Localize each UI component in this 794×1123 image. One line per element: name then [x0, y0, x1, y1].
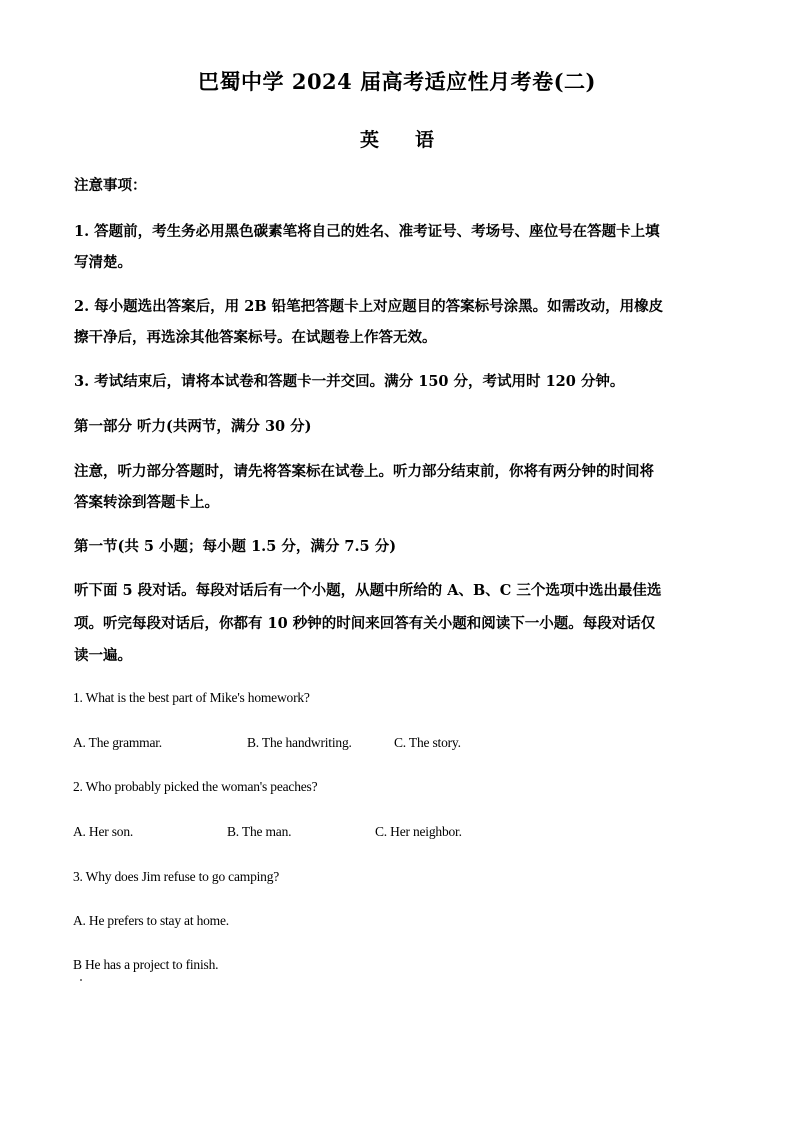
notice-heading: 注意事项： [74, 177, 147, 194]
question-2-option-b: B. The man. [227, 824, 292, 839]
question-1-option-a: A. The grammar. [73, 735, 162, 750]
question-1-option-c: C. The story. [394, 735, 461, 750]
part-1-heading: 第一部分 听力(共两节，满分 30 分) [74, 418, 312, 435]
notice-item-1-line-2: 写清楚。 [74, 254, 132, 271]
question-3-option-a: A. He prefers to stay at home. [73, 913, 229, 928]
question-1: 1. What is the best part of Mike's homework? [73, 690, 310, 705]
exam-title: 巴蜀中学 2024 届高考适应性月考卷(二) [198, 69, 596, 94]
notice-item-3: 3. 考试结束后，请将本试卷和答题卡一并交回。满分 150 分，考试用时 120 分钟。 [74, 373, 625, 390]
part-1-note-line-1: 注意，听力部分答题时，请先将答案标在试卷上。听力部分结束前，你将有两分钟的时间将 [74, 463, 654, 480]
question-1-option-b: B. The handwriting. [247, 735, 352, 750]
part-1-note-line-2: 答案转涂到答题卡上。 [74, 494, 219, 511]
question-2-option-a: A. Her son. [73, 824, 134, 839]
question-2-option-c: C. Her neighbor. [375, 824, 462, 839]
subject-title: 英语 [359, 129, 470, 151]
notice-item-2-line-1: 2. 每小题选出答案后，用 2B 铅笔把答题卡上对应题目的答案标号涂黑。如需改动，用橡皮 [74, 298, 664, 315]
section-1-instruction-line-3: 读一遍。 [74, 647, 132, 664]
stray-mark [80, 979, 82, 981]
notice-item-2-line-2: 擦干净后，再选涂其他答案标号。在试题卷上作答无效。 [74, 329, 437, 346]
section-1-instruction-line-1: 听下面 5 段对话。每段对话后有一个小题，从题中所给的 A、B、C 三个选项中选出最佳选 [74, 582, 662, 599]
section-1-instruction-line-2: 项。听完每段对话后，你都有 10 秒钟的时间来回答有关小题和阅读下一小题。每段对话仅 [74, 615, 656, 632]
question-2: 2. Who probably picked the woman's peaches? [73, 779, 318, 794]
question-3-option-b: B He has a project to finish. [73, 957, 219, 972]
section-1-heading: 第一节(共 5 小题；每小题 1.5 分，满分 7.5 分) [74, 538, 397, 555]
question-3: 3. Why does Jim refuse to go camping? [73, 869, 280, 884]
notice-item-1-line-1: 1. 答题前，考生务必用黑色碳素笔将自己的姓名、准考证号、考场号、座位号在答题卡上填 [74, 223, 660, 240]
